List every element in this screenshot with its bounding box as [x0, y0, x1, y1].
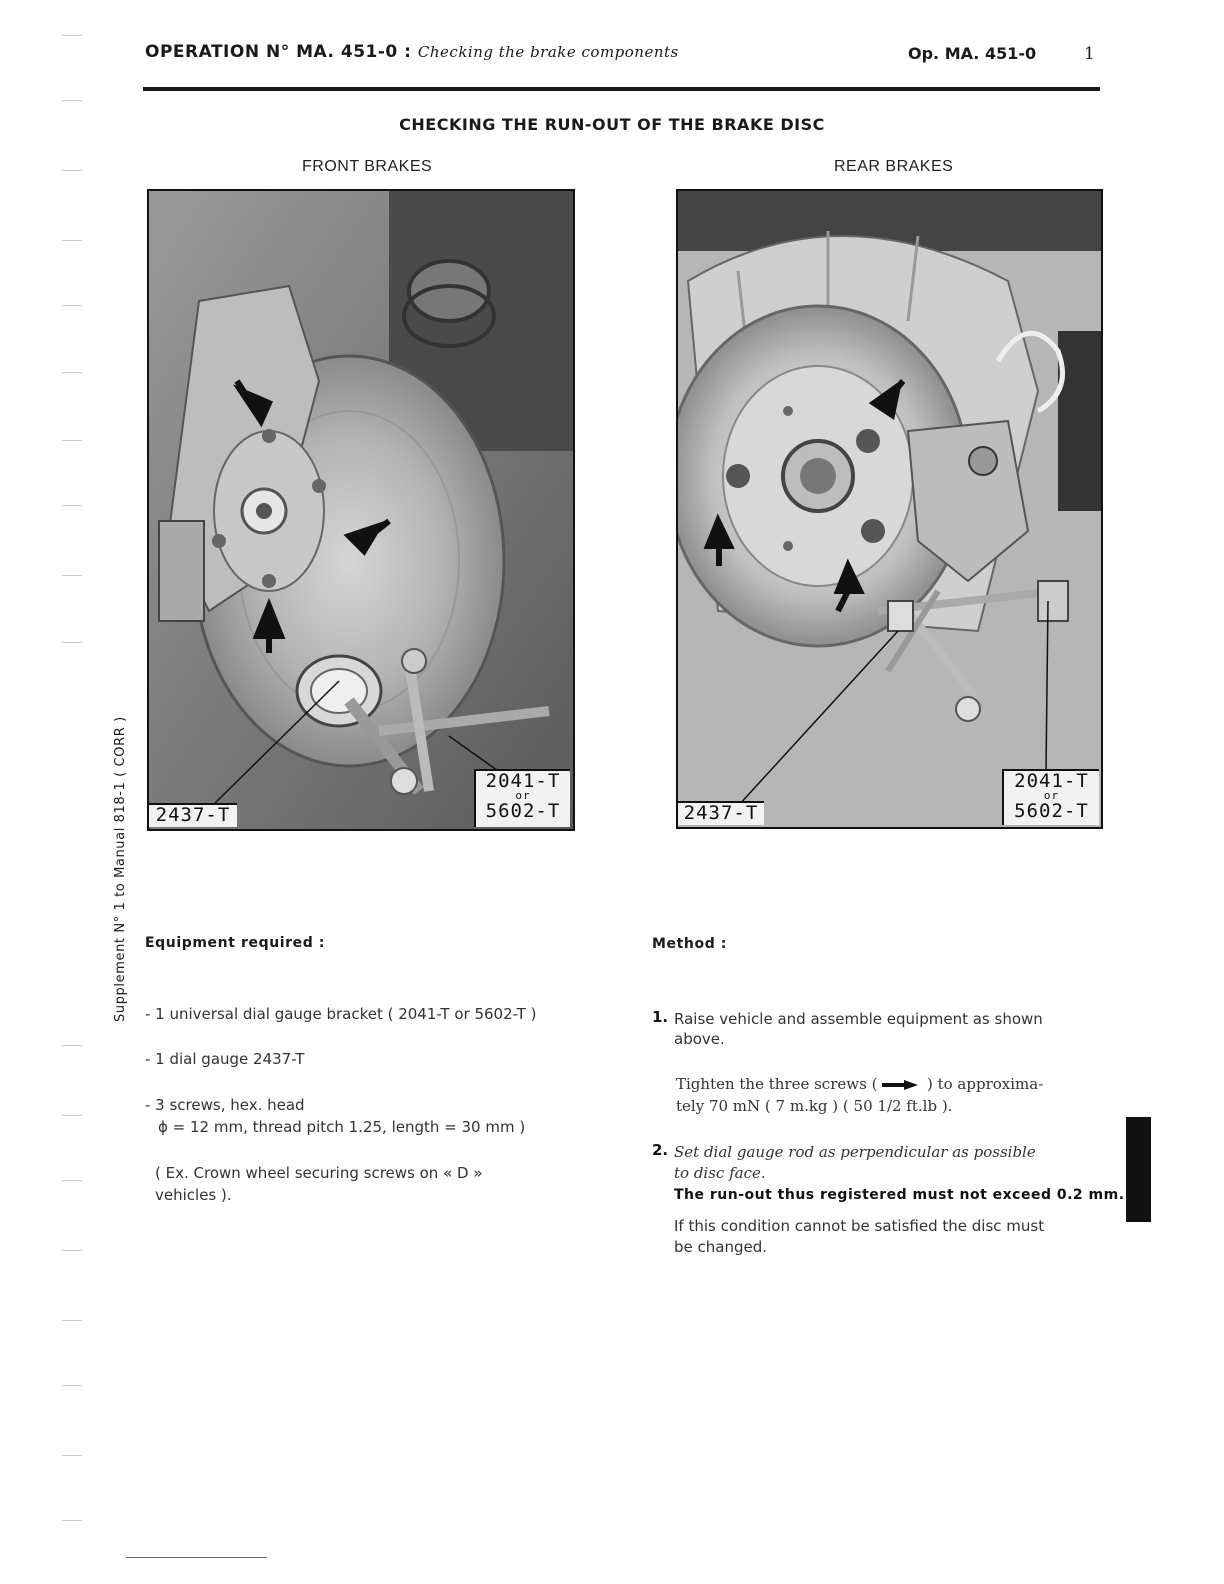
arrow-icon — [882, 1074, 922, 1096]
step-1-number: 1. — [652, 1008, 669, 1026]
operation-ref: Op. MA. 451-0 — [908, 44, 1037, 63]
step-2-line-2: to disc face. — [674, 1164, 766, 1182]
step-2-line-1: Set dial gauge rod as perpendicular as possible — [674, 1143, 1036, 1161]
margin-mark — [62, 240, 82, 241]
margin-mark — [62, 372, 82, 373]
page-title: CHECKING THE RUN-OUT OF THE BRAKE DISC — [399, 115, 825, 134]
step-2-runout-limit: The run-out thus registered must not exceed 0.2 mm. — [674, 1187, 1125, 1203]
front-bracket-label: 2041-T or 5602-T — [474, 769, 570, 827]
operation-header: OPERATION N° MA. 451-0 : Checking the brake components — [145, 42, 679, 62]
margin-mark — [62, 170, 82, 171]
step-2-number: 2. — [652, 1141, 669, 1159]
operation-number: OPERATION N° MA. 451-0 — [145, 42, 398, 62]
margin-mark — [62, 1045, 82, 1046]
front-brake-photo — [147, 189, 575, 831]
margin-mark — [62, 440, 82, 441]
margin-mark — [62, 1520, 82, 1521]
rear-brake-illustration — [678, 191, 1101, 827]
equipment-note-line-2: vehicles ). — [155, 1186, 232, 1204]
step-2-line-4: be changed. — [674, 1238, 768, 1256]
equipment-item-3: - 3 screws, hex. head — [145, 1096, 305, 1114]
margin-mark — [62, 35, 82, 36]
rear-caption: REAR BRAKES — [834, 158, 954, 175]
margin-mark — [62, 1250, 82, 1251]
margin-mark — [62, 505, 82, 506]
equipment-item-3-spec: ϕ = 12 mm, thread pitch 1.25, length = 30 mm ) — [158, 1118, 526, 1136]
section-tab-marker — [1126, 1117, 1151, 1222]
step-1-torque-line-1: Tighten the three screws ( ) to approxima- — [676, 1073, 1043, 1096]
margin-mark — [62, 305, 82, 306]
footer-rule — [126, 1557, 267, 1558]
margin-mark — [62, 100, 82, 101]
operation-subject: Checking the brake components — [417, 43, 679, 61]
rear-bracket-label: 2041-T or 5602-T — [1002, 769, 1099, 825]
step-1-torque-line-2: tely 70 mN ( 7 m.kg ) ( 50 1/2 ft.lb ). — [676, 1097, 953, 1115]
front-caption: FRONT BRAKES — [302, 158, 433, 175]
header-rule — [143, 87, 1100, 91]
page-number: 1 — [1084, 44, 1095, 64]
margin-mark — [62, 1320, 82, 1321]
equipment-heading: Equipment required : — [145, 935, 326, 951]
front-gauge-label: 2437-T — [147, 803, 237, 827]
equipment-item-1: - 1 universal dial gauge bracket ( 2041-T or 5602-T ) — [145, 1005, 537, 1023]
front-brake-illustration — [149, 191, 573, 829]
margin-mark — [62, 1115, 82, 1116]
equipment-item-2: - 1 dial gauge 2437-T — [145, 1050, 305, 1068]
rear-gauge-label: 2437-T — [676, 801, 764, 825]
arrow-icon-glyph — [882, 1080, 918, 1090]
step-2-line-3: If this condition cannot be satisfied the disc must — [674, 1217, 1045, 1235]
margin-mark — [62, 642, 82, 643]
step-1-line-2: above. — [674, 1030, 725, 1048]
margin-mark — [62, 1180, 82, 1181]
equipment-note-line-1: ( Ex. Crown wheel securing screws on « D » — [155, 1164, 483, 1182]
margin-mark — [62, 1455, 82, 1456]
margin-mark — [62, 575, 82, 576]
step-1-line-1: Raise vehicle and assemble equipment as shown — [674, 1010, 1043, 1028]
rear-brake-photo — [676, 189, 1103, 829]
margin-mark — [62, 1385, 82, 1386]
method-heading: Method : — [652, 936, 727, 952]
supplement-note: Supplement N° 1 to Manual 818-1 ( CORR ) — [113, 716, 128, 1022]
